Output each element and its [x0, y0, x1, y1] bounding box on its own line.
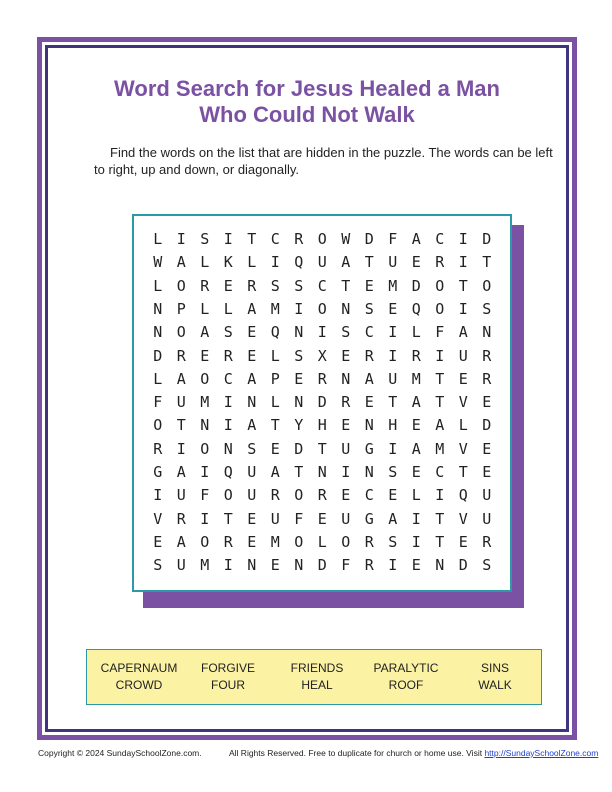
grid-letter: T: [294, 463, 304, 481]
grid-letter: L: [458, 416, 468, 435]
grid-letter: E: [270, 439, 280, 458]
grid-letter: U: [247, 486, 257, 505]
grid-letter: M: [435, 439, 445, 458]
grid-letter: N: [435, 556, 445, 575]
grid-letter: L: [247, 253, 257, 272]
grid-letter: E: [388, 299, 398, 318]
grid-letter: A: [247, 299, 257, 318]
grid-letter: D: [411, 276, 421, 295]
grid-letter: N: [482, 323, 492, 342]
title-line-2: Who Could Not Walk: [199, 102, 415, 127]
grid-letter: A: [364, 369, 374, 388]
grid-letter: K: [223, 253, 233, 272]
grid-letter: T: [482, 253, 492, 272]
grid-letter: N: [294, 556, 304, 575]
grid-letter: E: [364, 393, 374, 412]
grid-letter: R: [176, 346, 186, 365]
grid-letter: E: [270, 556, 280, 575]
grid-letter: N: [247, 556, 257, 575]
grid-letter: T: [458, 276, 468, 295]
title-line-1: Word Search for Jesus Healed a Man: [114, 76, 500, 101]
grid-letter: T: [388, 393, 398, 412]
grid-letter: A: [411, 393, 421, 412]
grid-letter: N: [153, 323, 163, 342]
grid-letter: E: [247, 323, 257, 342]
grid-letter: A: [247, 369, 257, 388]
grid-letter: A: [247, 416, 257, 435]
grid-letter: R: [364, 556, 374, 575]
grid-letter: G: [153, 463, 163, 481]
grid-letter: D: [364, 230, 374, 248]
grid-letter: T: [223, 509, 233, 528]
word-list-item: PARALYTIC: [373, 661, 439, 675]
grid-letter: X: [317, 346, 327, 365]
grid-letter: Q: [458, 486, 468, 505]
grid-letter: T: [364, 253, 374, 272]
word-list-column: [450, 660, 540, 694]
grid-letter: L: [153, 230, 163, 248]
grid-letter: L: [270, 346, 280, 365]
grid-letter: S: [341, 323, 351, 342]
grid-letter: I: [294, 299, 304, 318]
grid-letter: N: [153, 299, 163, 318]
grid-letter: A: [341, 253, 351, 272]
grid-letter: T: [317, 439, 327, 458]
grid-letter: E: [247, 532, 257, 551]
grid-letter: O: [153, 416, 163, 435]
grid-letter: S: [153, 556, 163, 575]
grid-letter: O: [435, 276, 445, 295]
grid-letter: I: [223, 230, 233, 248]
grid-letter: R: [270, 486, 280, 505]
grid-letter: L: [200, 253, 210, 272]
grid-letter: N: [294, 323, 304, 342]
grid-letter: I: [223, 393, 233, 412]
grid-letter: R: [223, 346, 233, 365]
grid-letter: A: [176, 463, 186, 481]
grid-letter: I: [411, 509, 421, 528]
grid-letter: D: [294, 439, 304, 458]
grid-letter: I: [458, 253, 468, 272]
word-list-item: ROOF: [388, 678, 424, 692]
grid-letter: E: [317, 509, 327, 528]
grid-letter: F: [153, 393, 163, 412]
grid-letter: A: [458, 323, 468, 342]
grid-letter: U: [388, 369, 398, 388]
grid-letter: E: [364, 276, 374, 295]
grid-letter: O: [317, 299, 327, 318]
grid-letter: Q: [411, 299, 421, 318]
grid-letter: S: [247, 439, 257, 458]
grid-letter: I: [223, 556, 233, 575]
grid-letter: A: [176, 253, 186, 272]
grid-letter: S: [294, 346, 304, 365]
grid-letter: G: [364, 439, 374, 458]
grid-letter: U: [270, 509, 280, 528]
grid-letter: R: [482, 532, 492, 551]
grid-letter: E: [200, 346, 210, 365]
instructions-text: Find the words on the list that are hidden in the puzzle. The words can be left to right, up and down, or diagonally.: [94, 145, 553, 177]
grid-letter: U: [247, 463, 257, 481]
grid-letter: O: [341, 532, 351, 551]
grid-letter: S: [364, 299, 374, 318]
grid-letter: E: [341, 416, 351, 435]
grid-letter: M: [270, 532, 280, 551]
grid-letter: U: [482, 486, 492, 505]
grid-letter: I: [411, 532, 421, 551]
grid-letter: U: [341, 509, 351, 528]
grid-letter: E: [341, 486, 351, 505]
grid-letter: M: [411, 369, 421, 388]
word-list-item: FRIENDS: [290, 661, 344, 675]
grid-letter: I: [435, 486, 445, 505]
grid-letter: R: [176, 509, 186, 528]
grid-letter: U: [176, 393, 186, 412]
grid-letter: O: [435, 299, 445, 318]
grid-letter: S: [482, 299, 492, 318]
grid-letter: F: [435, 323, 445, 342]
grid-letter: C: [317, 276, 327, 295]
grid-letter: D: [482, 416, 492, 435]
grid-letter: S: [482, 556, 492, 575]
grid-letter: E: [247, 346, 257, 365]
grid-letter: I: [200, 463, 210, 481]
grid-letter: L: [200, 299, 210, 318]
grid-letter: I: [153, 486, 163, 505]
grid-letter: R: [482, 346, 492, 365]
grid-letter: T: [247, 230, 257, 248]
grid-letter: N: [294, 393, 304, 412]
grid-letter: N: [247, 393, 257, 412]
page-title: [48, 76, 566, 128]
grid-letter: I: [458, 230, 468, 248]
grid-letter: R: [294, 230, 304, 248]
grid-letter: Q: [294, 253, 304, 272]
grid-letter: M: [270, 299, 280, 318]
grid-letter: I: [458, 299, 468, 318]
grid-letter: M: [388, 276, 398, 295]
grid-letter: M: [200, 556, 210, 575]
grid-letter: T: [435, 532, 445, 551]
grid-letter: L: [411, 323, 421, 342]
grid-letter: E: [411, 253, 421, 272]
grid-letter: T: [341, 276, 351, 295]
grid-letter: A: [176, 369, 186, 388]
grid-letter: E: [341, 346, 351, 365]
grid-letter: L: [223, 299, 233, 318]
grid-letter: I: [200, 509, 210, 528]
grid-letter: H: [317, 416, 327, 435]
word-list-item: CROWD: [115, 678, 163, 692]
word-list-item: SINS: [480, 661, 509, 675]
grid-letter: N: [341, 299, 351, 318]
grid-letter: G: [364, 509, 374, 528]
grid-letter: L: [153, 276, 163, 295]
grid-letter: R: [200, 276, 210, 295]
grid-letter: N: [200, 416, 210, 435]
grid-letter: V: [458, 439, 468, 458]
grid-letter: P: [176, 299, 186, 318]
grid-letter: E: [223, 276, 233, 295]
grid-letter: R: [317, 369, 327, 388]
grid-letter: E: [482, 439, 492, 458]
grid-letter: E: [411, 556, 421, 575]
grid-letter: O: [176, 323, 186, 342]
word-list-column: [94, 660, 184, 694]
grid-letter: O: [294, 486, 304, 505]
grid-letter: F: [341, 556, 351, 575]
grid-letter: E: [294, 369, 304, 388]
grid-letter: I: [341, 463, 351, 481]
word-list-column: [272, 660, 362, 694]
grid-letter: A: [270, 463, 280, 481]
grid-letter: Q: [270, 323, 280, 342]
word-list-item: FORGIVE: [200, 661, 255, 675]
grid-letter: O: [317, 230, 327, 248]
grid-letter: C: [270, 230, 280, 248]
grid-letter: U: [341, 439, 351, 458]
grid-letter: D: [317, 556, 327, 575]
word-list-item: FOUR: [211, 678, 245, 692]
grid-letter: U: [176, 486, 186, 505]
grid-letter: I: [388, 439, 398, 458]
word-list-item: WALK: [478, 678, 512, 692]
grid-letter: R: [364, 346, 374, 365]
grid-letter: O: [482, 276, 492, 295]
grid-letter: I: [176, 230, 186, 248]
grid-letter: W: [341, 230, 351, 248]
grid-letter: T: [435, 509, 445, 528]
grid-letter: E: [482, 463, 492, 481]
grid-letter: Q: [223, 463, 233, 481]
grid-letter: T: [458, 463, 468, 481]
page-frame: [37, 37, 577, 740]
grid-letter: D: [458, 556, 468, 575]
grid-letter: A: [200, 323, 210, 342]
word-list-column: [361, 660, 451, 694]
word-list-box: [86, 649, 542, 705]
grid-letter: U: [176, 556, 186, 575]
grid-letter: I: [388, 556, 398, 575]
grid-letter: N: [341, 369, 351, 388]
grid-letter: T: [435, 393, 445, 412]
grid-letter: Y: [294, 416, 304, 435]
grid-letter: T: [270, 416, 280, 435]
grid-letter: H: [388, 416, 398, 435]
grid-letter: V: [458, 393, 468, 412]
grid-letter: L: [153, 369, 163, 388]
grid-letter: C: [223, 369, 233, 388]
footer-copyright: Copyright © 2024 SundaySchoolZone.com.: [38, 748, 202, 758]
grid-letter: I: [176, 439, 186, 458]
grid-letter: C: [364, 323, 374, 342]
grid-letter: V: [458, 509, 468, 528]
grid-letter: O: [223, 486, 233, 505]
grid-letter: C: [435, 230, 445, 248]
grid-letter: N: [317, 463, 327, 481]
grid-letter: E: [458, 532, 468, 551]
grid-letter: A: [176, 532, 186, 551]
grid-letter: N: [223, 439, 233, 458]
word-list-item: CAPERNAUM: [100, 661, 178, 675]
grid-letter: E: [482, 393, 492, 412]
grid-letter: F: [294, 509, 304, 528]
grid-letter: O: [200, 439, 210, 458]
grid-letter: R: [411, 346, 421, 365]
grid-letter: D: [482, 230, 492, 248]
grid-letter: L: [270, 393, 280, 412]
grid-letter: L: [411, 486, 421, 505]
grid-letter: S: [294, 276, 304, 295]
grid-letter: I: [270, 253, 280, 272]
grid-letter: O: [294, 532, 304, 551]
grid-letter: R: [153, 439, 163, 458]
grid-letter: R: [223, 532, 233, 551]
grid-letter: V: [153, 509, 163, 528]
grid-letter: R: [317, 486, 327, 505]
footer-link[interactable]: http://SundaySchoolZone.com: [484, 748, 599, 758]
grid-letter: E: [247, 509, 257, 528]
grid-letter: E: [411, 416, 421, 435]
grid-letter: D: [317, 393, 327, 412]
grid-letter: I: [317, 323, 327, 342]
grid-letter: I: [388, 346, 398, 365]
grid-letter: E: [411, 463, 421, 481]
page-content: [45, 45, 569, 732]
footer-rights-text: All Rights Reserved. Free to duplicate for church or home use. Visit: [229, 748, 483, 758]
grid-letter: O: [200, 532, 210, 551]
grid-letter: R: [364, 532, 374, 551]
grid-letter: A: [411, 230, 421, 248]
grid-letter: R: [482, 369, 492, 388]
word-list-column: [183, 660, 273, 694]
grid-letter: U: [317, 253, 327, 272]
grid-letter: S: [270, 276, 280, 295]
grid-letter: E: [388, 486, 398, 505]
grid-letter: S: [200, 230, 210, 248]
grid-letter: U: [458, 346, 468, 365]
grid-letter: S: [388, 532, 398, 551]
grid-letter: F: [388, 230, 398, 248]
grid-letter: D: [153, 346, 163, 365]
grid-letter: T: [435, 369, 445, 388]
grid-letter: R: [247, 276, 257, 295]
grid-letter: R: [341, 393, 351, 412]
grid-letter: P: [270, 369, 280, 388]
grid-letter: N: [364, 463, 374, 481]
grid-letter: A: [435, 416, 445, 435]
grid-letter: N: [364, 416, 374, 435]
grid-letter: U: [388, 253, 398, 272]
grid-letter: M: [200, 393, 210, 412]
grid-letter: I: [223, 416, 233, 435]
grid-letter: I: [435, 346, 445, 365]
grid-letter: A: [411, 439, 421, 458]
grid-letter: S: [223, 323, 233, 342]
grid-letter: O: [200, 369, 210, 388]
grid-letter: I: [388, 323, 398, 342]
footer-rights: [229, 748, 598, 758]
word-list-item: HEAL: [301, 678, 333, 692]
grid-letter: U: [482, 509, 492, 528]
grid-letter: L: [317, 532, 327, 551]
grid-letter: C: [435, 463, 445, 481]
grid-letter: O: [176, 276, 186, 295]
word-search-grid: [132, 214, 512, 592]
grid-letter: E: [458, 369, 468, 388]
grid-letter: T: [176, 416, 186, 435]
grid-letter: R: [435, 253, 445, 272]
grid-letter: S: [388, 463, 398, 481]
grid-letter: A: [388, 509, 398, 528]
grid-letter: C: [364, 486, 374, 505]
grid-letter: E: [153, 532, 163, 551]
grid-letter: W: [153, 253, 163, 272]
grid-letter: F: [200, 486, 210, 505]
